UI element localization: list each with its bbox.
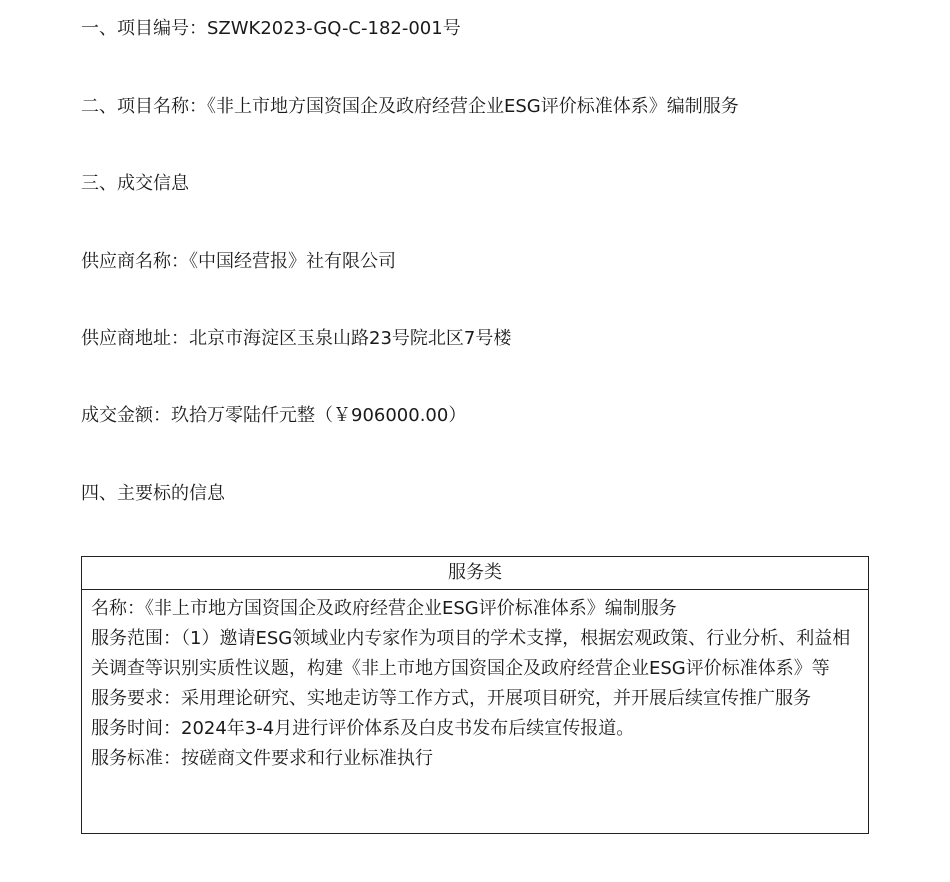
service-table-body [82,590,868,774]
deal-amount: 成交金额：玖拾万零陆仟元整（￥906000.00） [81,405,467,426]
project-number: 一、项目编号：SZWK2023-GQ-C-182-001号 [81,18,461,39]
service-standard: 服务标准：按磋商文件要求和行业标准执行 [91,748,433,769]
service-name: 名称：《非上市地方国资国企及政府经营企业ESG评价标准体系》编制服务 [91,598,677,619]
service-table-header: 服务类 [82,557,868,590]
deal-info-heading: 三、成交信息 [81,173,189,194]
service-table [81,556,869,834]
main-target-heading: 四、主要标的信息 [81,483,225,504]
service-requirement: 服务要求：采用理论研究、实地走访等工作方式，开展项目研究，并开展后续宣传推广服务 [91,688,811,709]
supplier-name: 供应商名称：《中国经营报》社有限公司 [81,251,396,272]
service-scope: 服务范围：（1）邀请ESG领域业内专家作为项目的学术支撑，根据宏观政策、行业分析、利益相关调查等识别实质性议题，构建《非上市地方国资国企及政府经营企业ESG评价标准体系》等 [91,628,851,679]
supplier-address: 供应商地址：北京市海淀区玉泉山路23号院北区7号楼 [81,328,512,349]
project-name: 二、项目名称：《非上市地方国资国企及政府经营企业ESG评价标准体系》编制服务 [81,96,739,117]
service-time: 服务时间：2024年3-4月进行评价体系及白皮书发布后续宣传报道。 [91,718,635,739]
